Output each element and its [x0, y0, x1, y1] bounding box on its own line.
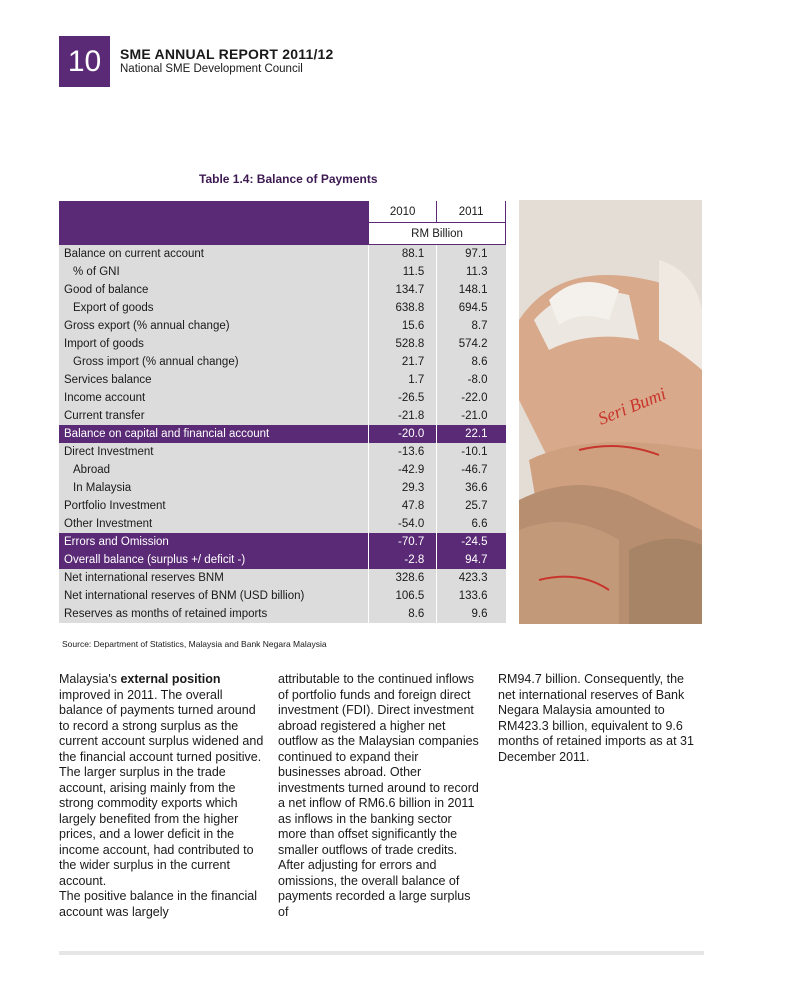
row-label: Income account [64, 392, 146, 404]
table-row [59, 317, 506, 335]
value-2011: 574.2 [437, 335, 506, 353]
value-2010: -21.8 [369, 407, 437, 425]
row-label: Overall balance (surplus +/ deficit -) [59, 551, 369, 569]
value-2010: 47.8 [369, 497, 437, 515]
row-label: Good of balance [64, 284, 149, 296]
body-column-3 [498, 672, 703, 765]
value-2010: 21.7 [369, 353, 437, 371]
row-label: Net international reserves of BNM (USD billion) [64, 590, 305, 602]
table-row [59, 497, 506, 515]
page-number: 10 [59, 36, 110, 87]
value-2010: 15.6 [369, 317, 437, 335]
table-row [59, 443, 506, 461]
row-label: Current transfer [64, 410, 145, 422]
col1-paragraph-2: The positive balance in the financial account was largely [59, 889, 258, 919]
row-label: Reserves as months of retained imports [64, 608, 268, 620]
row-label: Other Investment [64, 518, 153, 530]
table-row [59, 281, 506, 299]
value-2010: 11.5 [369, 263, 437, 281]
value-2011: 8.6 [437, 353, 506, 371]
table-row [59, 605, 506, 623]
body-column-2 [278, 672, 483, 920]
value-2010: 328.6 [369, 569, 437, 587]
table-row [59, 245, 506, 264]
table-row [59, 569, 506, 587]
value-2011: -22.0 [437, 389, 506, 407]
table-title: Table 1.4: Balance of Payments [199, 172, 378, 186]
col1-lead: Malaysia's [59, 672, 117, 686]
table-row [59, 551, 506, 569]
value-2010: 29.3 [369, 479, 437, 497]
value-2010: 134.7 [369, 281, 437, 299]
value-2010: -13.6 [369, 443, 437, 461]
value-2010: -54.0 [369, 515, 437, 533]
col3-text: RM94.7 billion. Consequently, the net international reserves of Bank Negara Malaysia amounted to RM423.3 billion, equivalent to 9.6 months of retained imports as at 31 December 2011. [498, 672, 694, 764]
table-row [59, 461, 506, 479]
table-row [59, 263, 506, 281]
value-2010: 88.1 [369, 245, 437, 264]
table-row [59, 389, 506, 407]
row-label: Net international reserves BNM [64, 572, 224, 584]
value-2011: -10.1 [437, 443, 506, 461]
table-row [59, 515, 506, 533]
row-label: Errors and Omission [59, 533, 369, 551]
value-2010: -20.0 [369, 425, 437, 443]
table-row [59, 407, 506, 425]
value-2011: 133.6 [437, 587, 506, 605]
row-label: Export of goods [73, 302, 154, 314]
row-label: Direct Investment [64, 446, 154, 458]
value-2010: 106.5 [369, 587, 437, 605]
value-2011: 36.6 [437, 479, 506, 497]
value-2011: -24.5 [437, 533, 506, 551]
value-2010: 1.7 [369, 371, 437, 389]
row-label: In Malaysia [73, 482, 132, 494]
row-label: Abroad [73, 464, 111, 476]
table-row [59, 479, 506, 497]
row-label: Gross export (% annual change) [64, 320, 230, 332]
value-2011: 9.6 [437, 605, 506, 623]
table-unit-row [59, 223, 506, 245]
value-2011: 8.7 [437, 317, 506, 335]
table-row [59, 587, 506, 605]
value-2011: 25.7 [437, 497, 506, 515]
value-2010: -2.8 [369, 551, 437, 569]
value-2010: 638.8 [369, 299, 437, 317]
table-row [59, 353, 506, 371]
bag-brand-text: Seri Bumi [595, 383, 669, 429]
value-2011: 11.3 [437, 263, 506, 281]
value-2010: 8.6 [369, 605, 437, 623]
value-2011: 423.3 [437, 569, 506, 587]
value-2011: -21.0 [437, 407, 506, 425]
row-label: Services balance [64, 374, 152, 386]
col2-text: attributable to the continued inflows of portfolio funds and foreign direct investment (FDI). Direct investment abroad registered a higher net outflow as the Malaysian companies continued to expand their businesses abroad. Other investments turned around to record a net inflow of RM6.6 billion in 2011 as inflows in the banking sector more than offset significantly the smaller outflows of trade credits. After adjusting for errors and omissions, the overall balance of payments recorded a large surplus of [278, 672, 479, 919]
row-label: Balance on current account [64, 247, 205, 260]
value-2011: -8.0 [437, 371, 506, 389]
value-2011: 148.1 [437, 281, 506, 299]
table-row [59, 335, 506, 353]
table-header-row [59, 201, 506, 223]
value-2010: -70.7 [369, 533, 437, 551]
year-2010-header: 2010 [369, 201, 437, 223]
unit-header: RM Billion [369, 223, 506, 245]
year-2011-header: 2011 [437, 201, 506, 223]
row-label: Portfolio Investment [64, 500, 166, 512]
header-blank [59, 201, 369, 223]
table-row [59, 371, 506, 389]
row-label: Import of goods [64, 338, 144, 350]
row-label: % of GNI [73, 266, 120, 278]
body-column-1 [59, 672, 264, 920]
value-2010: 528.8 [369, 335, 437, 353]
table-source-note: Source: Department of Statistics, Malaysia and Bank Negara Malaysia [62, 639, 327, 649]
footer-rule [59, 951, 704, 955]
table-row [59, 425, 506, 443]
col1-text: improved in 2011. The overall balance of payments turned around to record a strong surplus as the current account surplus widened and the financial account turned positive. The larger surplus in the trade account, arising mainly from the strong commodity exports which largely benefited from the higher prices, and a lower deficit in the income account, had contributed to the wider surplus in the current account. [59, 687, 264, 888]
value-2011: 694.5 [437, 299, 506, 317]
table-row [59, 533, 506, 551]
row-label: Balance on capital and financial account [59, 425, 369, 443]
row-label: Gross import (% annual change) [73, 356, 239, 368]
cement-bag-photo [519, 200, 702, 624]
value-2011: 94.7 [437, 551, 506, 569]
value-2011: 22.1 [437, 425, 506, 443]
value-2010: -42.9 [369, 461, 437, 479]
report-title: SME ANNUAL REPORT 2011/12 [120, 46, 334, 62]
cement-bag-illustration [519, 200, 702, 624]
unit-blank [59, 223, 369, 245]
value-2011: 6.6 [437, 515, 506, 533]
value-2010: -26.5 [369, 389, 437, 407]
balance-of-payments-table [59, 201, 506, 623]
col1-bold-term: external position [120, 672, 221, 686]
value-2011: 97.1 [437, 245, 506, 264]
table-row [59, 299, 506, 317]
value-2011: -46.7 [437, 461, 506, 479]
report-subtitle: National SME Development Council [120, 63, 303, 75]
